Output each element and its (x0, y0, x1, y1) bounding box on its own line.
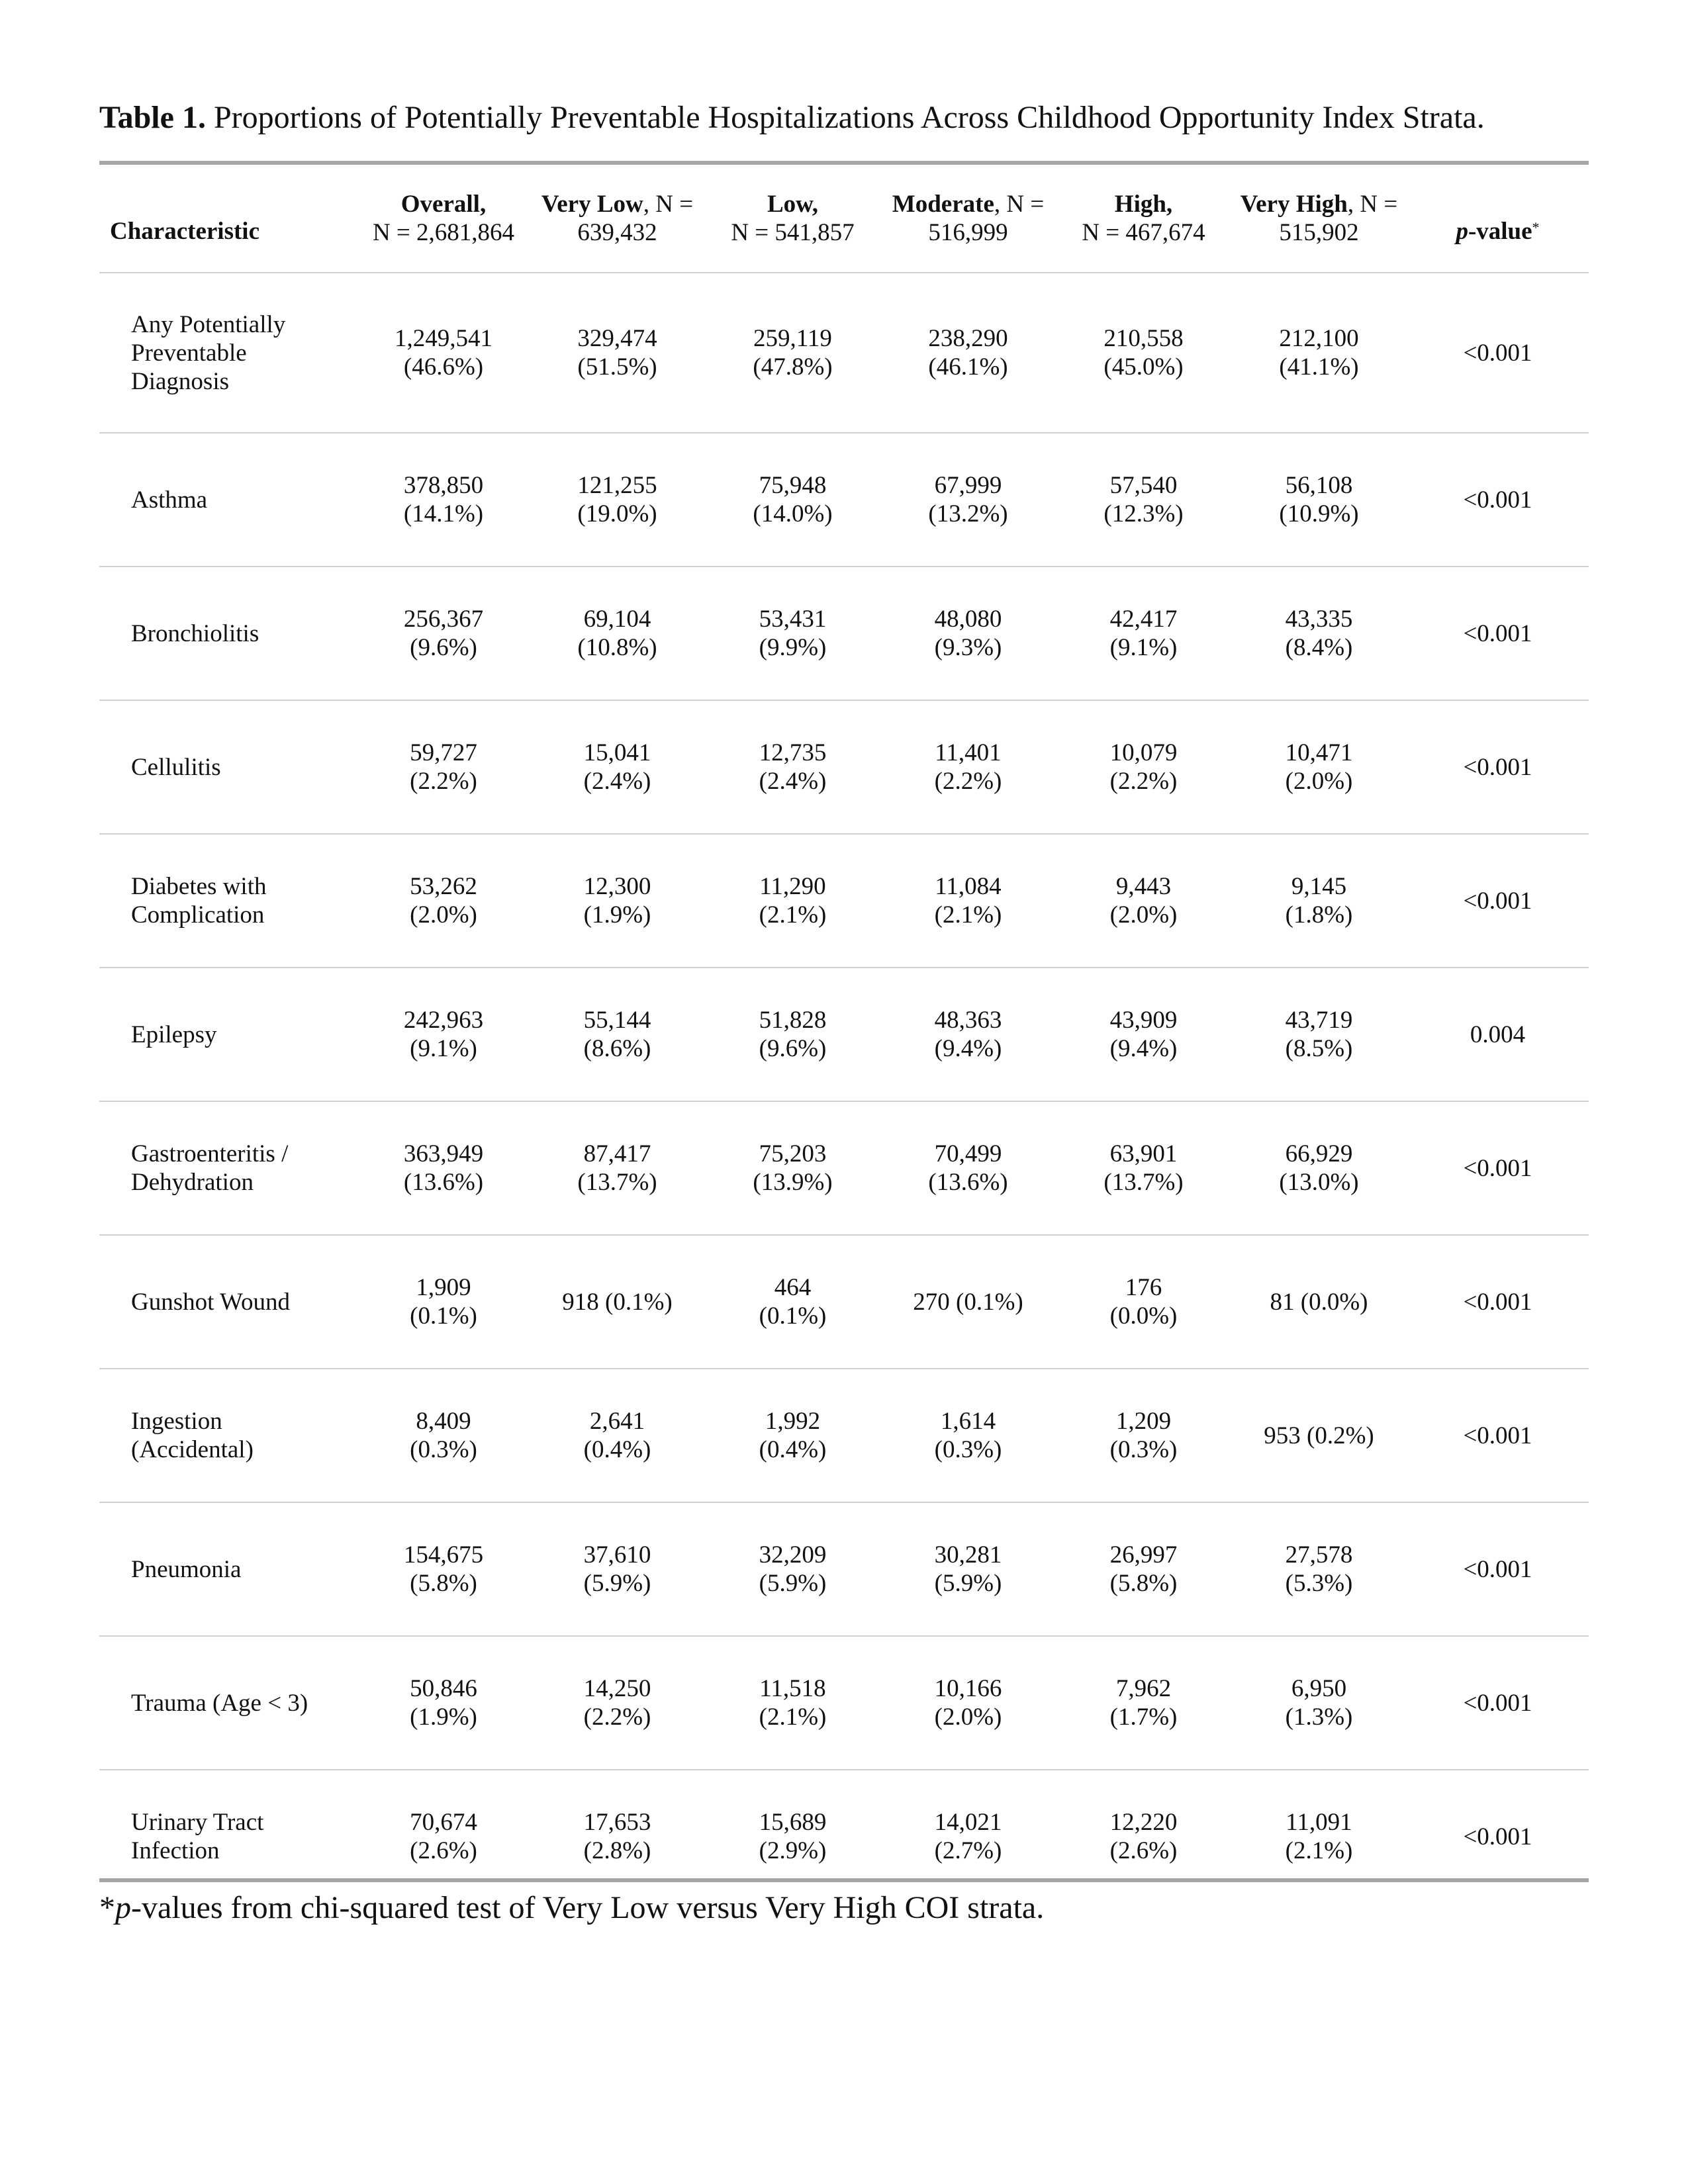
cell-low: 12,735 (2.4%) (705, 700, 880, 834)
cell-very-low: 17,653 (2.8%) (583, 1809, 651, 1864)
cell-high: 1,209 (0.3%) (1056, 1369, 1231, 1502)
row-characteristic: Urinary Tract Infection (131, 1809, 264, 1864)
cell-very-low: 2,641 (0.4%) (530, 1369, 705, 1502)
table-title: Proportions of Potentially Preventable Hospitalizations Across Childhood Opportunity Index Strata. (205, 100, 1485, 135)
cell-p-value: <0.001 (1407, 1101, 1589, 1235)
cell-high: 57,540 (12.3%) (1056, 433, 1231, 567)
cell-very-high: 9,145 (1.8%) (1231, 834, 1407, 968)
cell-p-value: <0.001 (1407, 834, 1589, 968)
cell-overall: 8,409 (0.3%) (357, 1369, 530, 1502)
row-characteristic: Pneumonia (99, 1502, 357, 1636)
cell-very-low: 69,104 (10.8%) (530, 567, 705, 700)
cell-very-high: 43,719 (8.5%) (1231, 968, 1407, 1101)
row-characteristic: Bronchiolitis (99, 567, 357, 700)
cell-p-value: <0.001 (1407, 1502, 1589, 1636)
cell-p-value: <0.001 (1407, 273, 1589, 433)
cell-overall: 363,949 (13.6%) (357, 1101, 530, 1235)
table-bottom-rule (99, 1878, 1589, 1882)
cell-moderate: 11,401 (2.2%) (880, 700, 1056, 834)
cell-high: 26,997 (5.8%) (1056, 1502, 1231, 1636)
cell-very-low: 15,041 (2.4%) (530, 700, 705, 834)
cell-moderate: 14,021 (2.7%) (934, 1809, 1002, 1864)
cell-high: 63,901 (13.7%) (1056, 1101, 1231, 1235)
cell-moderate: 48,363 (9.4%) (880, 968, 1056, 1101)
cell-low: 11,290 (2.1%) (705, 834, 880, 968)
cell-very-low: 55,144 (8.6%) (530, 968, 705, 1101)
col-header-moderate: Moderate, N = 516,999 (880, 165, 1056, 273)
cell-high: 7,962 (1.7%) (1056, 1636, 1231, 1770)
cell-p-value: 0.004 (1407, 968, 1589, 1101)
row-characteristic: Gunshot Wound (99, 1235, 357, 1369)
cell-p-value: <0.001 (1407, 433, 1589, 567)
cell-very-high: 212,100 (41.1%) (1231, 273, 1407, 433)
cell-very-low: 87,417 (13.7%) (530, 1101, 705, 1235)
row-characteristic: Asthma (99, 433, 357, 567)
cell-very-high: 27,578 (5.3%) (1231, 1502, 1407, 1636)
cell-p-value: <0.001 (1407, 700, 1589, 834)
row-characteristic: Ingestion (Accidental) (99, 1369, 357, 1502)
cell-low: 11,518 (2.1%) (705, 1636, 880, 1770)
cell-very-high: 11,091 (2.1%) (1285, 1809, 1353, 1864)
row-characteristic: Diabetes with Complication (99, 834, 357, 968)
cell-overall: 70,674 (2.6%) (410, 1809, 477, 1864)
cell-high: 210,558 (45.0%) (1056, 273, 1231, 433)
cell-high: 12,220 (2.6%) (1109, 1809, 1178, 1864)
cell-low: 53,431 (9.9%) (705, 567, 880, 700)
cell-p-value: <0.001 (1463, 1823, 1532, 1850)
cell-p-value: <0.001 (1407, 567, 1589, 700)
table-footnote: *p-values from chi-squared test of Very Low versus Very High COI strata. (99, 1890, 1045, 1925)
col-header-low: Low, N = 541,857 (705, 165, 880, 273)
table-caption (99, 98, 1595, 138)
cell-moderate: 10,166 (2.0%) (880, 1636, 1056, 1770)
row-characteristic: Epilepsy (99, 968, 357, 1101)
cell-high: 9,443 (2.0%) (1056, 834, 1231, 968)
row-characteristic: Any Potentially Preventable Diagnosis (99, 273, 357, 433)
cell-very-high: 56,108 (10.9%) (1231, 433, 1407, 567)
cell-very-high: 6,950 (1.3%) (1231, 1636, 1407, 1770)
cell-low: 259,119 (47.8%) (705, 273, 880, 433)
cell-high: 176 (0.0%) (1056, 1235, 1231, 1369)
cell-p-value: <0.001 (1407, 1369, 1589, 1502)
cell-high: 43,909 (9.4%) (1056, 968, 1231, 1101)
cell-low: 1,992 (0.4%) (705, 1369, 880, 1502)
table-label: Table 1. (99, 100, 206, 135)
table-row (99, 700, 1589, 834)
cell-very-low: 37,610 (5.9%) (530, 1502, 705, 1636)
row-characteristic: Trauma (Age < 3) (99, 1636, 357, 1770)
col-header-characteristic: Characteristic (99, 165, 357, 273)
table-row (99, 834, 1589, 968)
cell-very-high: 953 (0.2%) (1231, 1369, 1407, 1502)
cell-high: 42,417 (9.1%) (1056, 567, 1231, 700)
cell-moderate: 238,290 (46.1%) (880, 273, 1056, 433)
cell-low: 75,948 (14.0%) (705, 433, 880, 567)
row-characteristic: Gastroenteritis / Dehydration (99, 1101, 357, 1235)
table-row (99, 1235, 1589, 1369)
cell-p-value: <0.001 (1407, 1235, 1589, 1369)
row-characteristic: Cellulitis (99, 700, 357, 834)
table-row (99, 1369, 1589, 1502)
cell-very-high: 66,929 (13.0%) (1231, 1101, 1407, 1235)
col-header-overall: Overall, N = 2,681,864 (357, 165, 530, 273)
cell-very-low: 329,474 (51.5%) (530, 273, 705, 433)
cell-overall: 154,675 (5.8%) (357, 1502, 530, 1636)
header-row (99, 165, 1589, 273)
table-row (99, 567, 1589, 700)
cell-very-high: 10,471 (2.0%) (1231, 700, 1407, 834)
cell-moderate: 67,999 (13.2%) (880, 433, 1056, 567)
cell-p-value: <0.001 (1407, 1636, 1589, 1770)
cell-overall: 1,249,541 (46.6%) (357, 273, 530, 433)
cell-overall: 1,909 (0.1%) (357, 1235, 530, 1369)
data-table (99, 165, 1589, 1903)
cell-overall: 256,367 (9.6%) (357, 567, 530, 700)
table-row (99, 433, 1589, 567)
col-header-very-low: Very Low, N = 639,432 (530, 165, 705, 273)
table-row (99, 968, 1589, 1101)
table-row (99, 1636, 1589, 1770)
cell-low: 32,209 (5.9%) (705, 1502, 880, 1636)
table-row (99, 1502, 1589, 1636)
cell-very-high: 81 (0.0%) (1231, 1235, 1407, 1369)
col-header-very-high: Very High, N = 515,902 (1231, 165, 1407, 273)
col-header-p-value: p-value* (1407, 165, 1589, 273)
cell-moderate: 270 (0.1%) (880, 1235, 1056, 1369)
cell-low: 15,689 (2.9%) (759, 1809, 827, 1864)
cell-very-low: 121,255 (19.0%) (530, 433, 705, 567)
cell-low: 51,828 (9.6%) (705, 968, 880, 1101)
cell-moderate: 30,281 (5.9%) (880, 1502, 1056, 1636)
cell-moderate: 48,080 (9.3%) (880, 567, 1056, 700)
cell-moderate: 11,084 (2.1%) (880, 834, 1056, 968)
table-row (99, 1770, 1589, 1903)
col-header-high: High, N = 467,674 (1056, 165, 1231, 273)
cell-overall: 50,846 (1.9%) (357, 1636, 530, 1770)
cell-overall: 378,850 (14.1%) (357, 433, 530, 567)
cell-low: 75,203 (13.9%) (705, 1101, 880, 1235)
cell-very-low: 918 (0.1%) (530, 1235, 705, 1369)
cell-overall: 53,262 (2.0%) (357, 834, 530, 968)
cell-overall: 242,963 (9.1%) (357, 968, 530, 1101)
cell-overall: 59,727 (2.2%) (357, 700, 530, 834)
table-row (99, 273, 1589, 433)
cell-high: 10,079 (2.2%) (1056, 700, 1231, 834)
cell-very-high: 43,335 (8.4%) (1231, 567, 1407, 700)
cell-very-low: 12,300 (1.9%) (530, 834, 705, 968)
cell-moderate: 1,614 (0.3%) (880, 1369, 1056, 1502)
cell-moderate: 70,499 (13.6%) (880, 1101, 1056, 1235)
cell-low: 464 (0.1%) (705, 1235, 880, 1369)
table-row (99, 1101, 1589, 1235)
cell-very-low: 14,250 (2.2%) (530, 1636, 705, 1770)
